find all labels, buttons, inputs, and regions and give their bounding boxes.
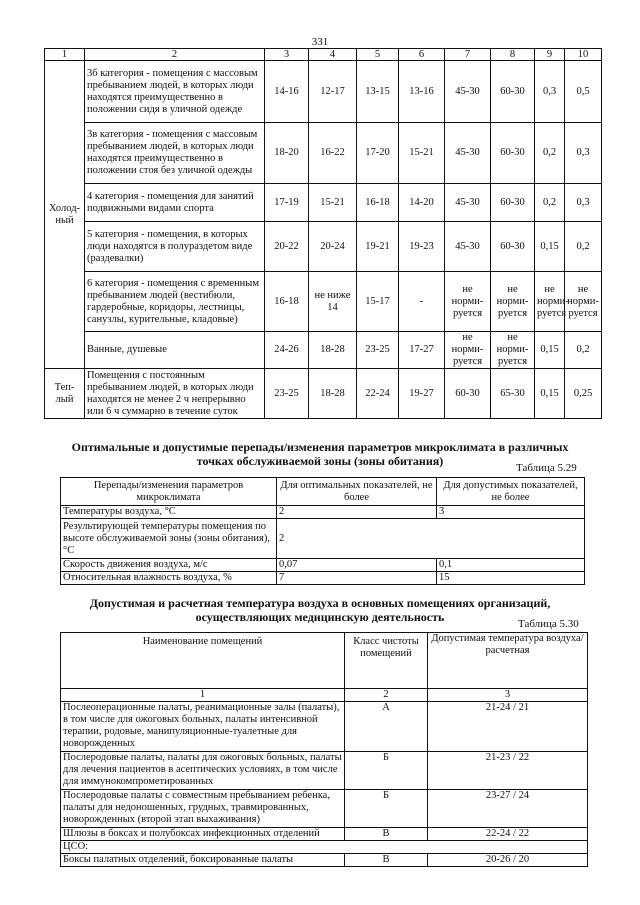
col-header: 6	[399, 49, 445, 61]
cell: 14-20	[399, 184, 445, 222]
table-row	[45, 369, 602, 419]
table-row	[61, 519, 585, 559]
col-header: 2	[85, 49, 265, 61]
cell: В	[345, 854, 428, 867]
cell: не норми-руется	[491, 272, 535, 332]
cell: 0,15	[535, 332, 565, 369]
cell: А	[345, 702, 428, 752]
cell: 12-17	[309, 61, 357, 123]
col-header: 9	[535, 49, 565, 61]
cell: 0,15	[535, 222, 565, 272]
row-desc: Ванные, душевые	[85, 332, 265, 369]
cell: 22-24 / 22	[428, 828, 588, 841]
microclimate-table	[44, 48, 602, 419]
row-name: Результирующей температуры помещения по высоте обслуживаемой зоны (зоны обитания), °С	[61, 519, 277, 559]
cell: 2	[277, 506, 437, 519]
cell: Б	[345, 790, 428, 828]
cell: 0,2	[565, 332, 602, 369]
cell: 18-20	[265, 123, 309, 184]
header-row	[61, 633, 588, 689]
cell: 2	[277, 519, 585, 559]
cell: 45-30	[445, 123, 491, 184]
table-5-30-title: Допустимая и расчетная температура воздуха в основных помещениях организаций, осуществляющих медицинскую деятельность	[89, 596, 551, 624]
row-name: Послеродовые палаты, палаты для ожоговых больных, палаты для лечения пациентов в асептических условиях, в том числе для иммунокомпрометированных	[61, 752, 345, 790]
col-header: 1	[45, 49, 85, 61]
table-row	[45, 332, 602, 369]
cell: 19-27	[399, 369, 445, 419]
cell: не норми-руется	[565, 272, 602, 332]
col-number: 3	[428, 689, 588, 702]
cell: 18-28	[309, 369, 357, 419]
cell: 0,2	[535, 123, 565, 184]
cell: 23-27 / 24	[428, 790, 588, 828]
cell: 16-18	[265, 272, 309, 332]
cell: 17-19	[265, 184, 309, 222]
cell: не норми-руется	[491, 332, 535, 369]
cell: 45-30	[445, 61, 491, 123]
cell: 16-22	[309, 123, 357, 184]
cell: В	[345, 828, 428, 841]
table-row	[61, 790, 588, 828]
cell: 0,07	[277, 559, 437, 572]
gradient-table	[60, 477, 585, 585]
medical-temperature-table	[60, 632, 588, 867]
col-header: Допустимая температура воздуха/ расчетная	[428, 633, 588, 689]
col-number: 2	[345, 689, 428, 702]
row-name: Температуры воздуха, °С	[61, 506, 277, 519]
cell: -	[399, 272, 445, 332]
cell: 7	[277, 572, 437, 585]
cell: 14-16	[265, 61, 309, 123]
row-desc: 3б категория - помещения с массовым пребыванием людей, в которых люди находятся преимущественно в положении сидя в уличной одежде	[85, 61, 265, 123]
table-row	[45, 222, 602, 272]
page-number: 331	[311, 36, 329, 48]
table-row	[61, 841, 588, 854]
cell: 13-15	[357, 61, 399, 123]
row-name: Послеродовые палаты с совместным пребыванием ребенка, палаты для недоношенных, грудных, травмированных, новорожденных (второй этап выхаживания)	[61, 790, 345, 828]
table-row	[45, 272, 602, 332]
cell: 0,2	[565, 222, 602, 272]
cell: 15	[437, 572, 585, 585]
cell: 65-30	[491, 369, 535, 419]
table-row	[45, 123, 602, 184]
cell: 23-25	[357, 332, 399, 369]
table-row	[45, 184, 602, 222]
cell: 60-30	[491, 184, 535, 222]
row-name: ЦСО:	[61, 841, 588, 854]
row-desc: 4 категория - помещения для занятий подвижными видами спорта	[85, 184, 265, 222]
cell: 13-16	[399, 61, 445, 123]
season-cold: Холод-ный	[45, 61, 85, 369]
col-header: Перепады/изменения параметров микроклимата	[61, 478, 277, 506]
cell: 3	[437, 506, 585, 519]
row-name: Боксы палатных отделений, боксированные палаты	[61, 854, 345, 867]
cell: 17-20	[357, 123, 399, 184]
col-header: 3	[265, 49, 309, 61]
cell: 17-27	[399, 332, 445, 369]
col-header: 10	[565, 49, 602, 61]
col-header: 7	[445, 49, 491, 61]
cell: Б	[345, 752, 428, 790]
cell: не норми-руется	[535, 272, 565, 332]
cell: 60-30	[491, 222, 535, 272]
table-row	[61, 752, 588, 790]
cell: 20-22	[265, 222, 309, 272]
cell: 0,3	[535, 61, 565, 123]
cell: 16-18	[357, 184, 399, 222]
table-5-29-title: Оптимальные и допустимые перепады/изменения параметров микроклимата в различных точках обслуживаемой зоны (зоны обитания)	[71, 440, 569, 468]
cell: 0,3	[565, 184, 602, 222]
season-warm: Теп-лый	[45, 369, 85, 419]
cell: 0,25	[565, 369, 602, 419]
cell: 22-24	[357, 369, 399, 419]
table-row	[61, 572, 585, 585]
row-name: Скорость движения воздуха, м/с	[61, 559, 277, 572]
cell: 45-30	[445, 222, 491, 272]
cell: 0,15	[535, 369, 565, 419]
table-row	[61, 854, 588, 867]
col-header: 5	[357, 49, 399, 61]
header-row	[45, 49, 602, 61]
cell: 60-30	[491, 61, 535, 123]
table-row	[61, 828, 588, 841]
cell: 20-26 / 20	[428, 854, 588, 867]
cell: 0,5	[565, 61, 602, 123]
cell: 45-30	[445, 184, 491, 222]
col-number: 1	[61, 689, 345, 702]
table-5-30-number: Таблица 5.30	[518, 618, 579, 630]
cell: 24-26	[265, 332, 309, 369]
row-desc: 6 категория - помещения с временным пребыванием людей (вестибюли, гардеробные, коридоры, лестницы, санузлы, курительные, кладовые)	[85, 272, 265, 332]
table-row	[61, 702, 588, 752]
row-name: Шлюзы в боксах и полубоксах инфекционных отделений	[61, 828, 345, 841]
col-header: Класс чистоты помещений	[345, 633, 428, 689]
table-5-29-number: Таблица 5.29	[516, 462, 577, 474]
header-row	[61, 478, 585, 506]
cell: 60-30	[491, 123, 535, 184]
col-header: 4	[309, 49, 357, 61]
cell: 18-28	[309, 332, 357, 369]
cell: не норми-руется	[445, 272, 491, 332]
cell: 19-21	[357, 222, 399, 272]
cell: не норми-руется	[445, 332, 491, 369]
cell: 0,2	[535, 184, 565, 222]
col-header: Наименование помещений	[61, 633, 345, 689]
table-row	[61, 559, 585, 572]
cell: 21-24 / 21	[428, 702, 588, 752]
cell: 15-21	[399, 123, 445, 184]
col-header: Для допустимых показателей, не более	[437, 478, 585, 506]
cell: 0,1	[437, 559, 585, 572]
row-desc: Помещения с постоянным пребыванием людей, в которых люди находятся не менее 2 ч непрерывно или 6 ч суммарно в течение суток	[85, 369, 265, 419]
table-row	[45, 61, 602, 123]
cell: 23-25	[265, 369, 309, 419]
row-name: Относительная влажность воздуха, %	[61, 572, 277, 585]
row-name: Послеоперационные палаты, реанимационные залы (палаты), в том числе для ожоговых больных, палаты интенсивной терапии, родовые, манипуляционные-туалетные для новорожденных	[61, 702, 345, 752]
row-desc: 3в категория - помещения с массовым пребыванием людей, в которых люди находятся преимущественно в положении стоя без уличной одежды	[85, 123, 265, 184]
table-row	[61, 506, 585, 519]
cell: 20-24	[309, 222, 357, 272]
cell: 21-23 / 22	[428, 752, 588, 790]
col-header: Для оптимальных показателей, не более	[277, 478, 437, 506]
col-header: 8	[491, 49, 535, 61]
cell: 19-23	[399, 222, 445, 272]
cell: 60-30	[445, 369, 491, 419]
cell: не ниже 14	[309, 272, 357, 332]
cell: 15-21	[309, 184, 357, 222]
cell: 0,3	[565, 123, 602, 184]
cell: 15-17	[357, 272, 399, 332]
row-desc: 5 категория - помещения, в которых люди находятся в полураздетом виде (раздевалки)	[85, 222, 265, 272]
subheader-row	[61, 689, 588, 702]
